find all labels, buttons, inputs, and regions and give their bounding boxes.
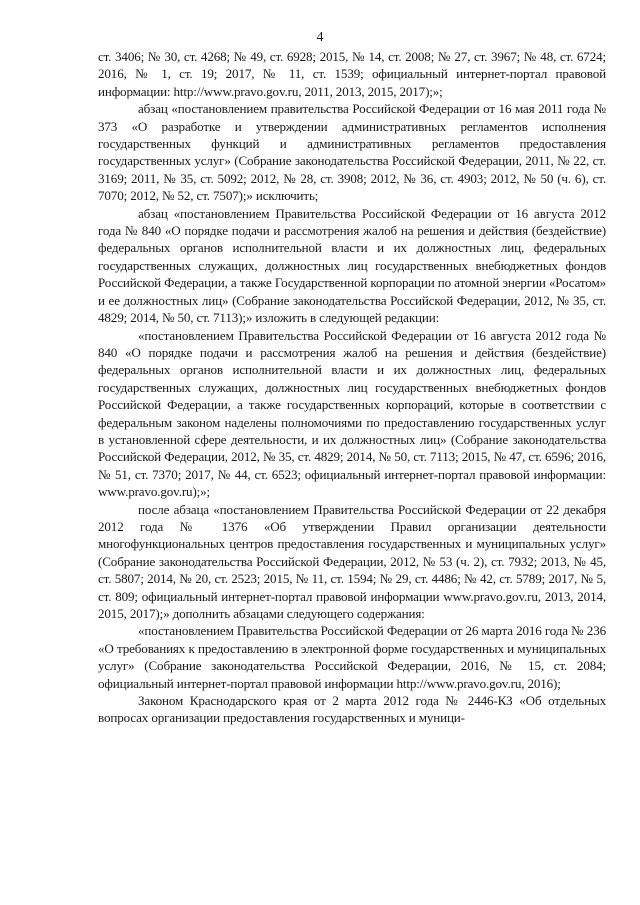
- paragraph-after-1376: после абзаца «постановлением Правительства Российской Федерации от 22 декабря 2012 года № 1376 «Об утверждении Правил организации деятельности многофункциональных центров предоставления государственных и муниципальных услуг» (Собрание законодательства Российской Федерации, 2012, № 53 (ч. 2), ст. 7932; 2013, № 45, ст. 5807; 2014, № 20, ст. 2523; 2015, № 11, ст. 1594; № 29, ст. 4486; № 42, ст. 5789; 2017, № 5, ст. 809; официальный интернет-портал правовой информации www.pravo.gov.ru, 2013, 2014, 2015, 2017);» дополнить абзацами следующего содержания:: [98, 501, 606, 621]
- paragraph-exclude-373: абзац «постановлением правительства Российской Федерации от 16 мая 2011 года № 373 «О разработке и утверждении административных регламентов исполнения государственных функций и административных регламентов предоставления государственных услуг» (Собрание законодательства Российской Федерации, 2011, № 22, ст. 3169; 2011, № 35, ст. 5092; 2012, № 28, ст. 3908; 2012, № 36, ст. 4903; 2012, № 50 (ч. 6), ст. 7070; 2012, № 52, ст. 7507);» исключить;: [98, 101, 606, 204]
- document-body: [98, 48, 606, 727]
- paragraph-amend-840: абзац «постановлением Правительства Российской Федерации от 16 августа 2012 года № 840 «О порядке подачи и рассмотрения жалоб на решения и действия (бездействие) федеральных органов исполнительной власти и их должностных лиц, федеральных государственных служащих, должностных лиц государственных внебюджетных фондов Российской Федерации, а также Государственной корпорации по атомной энергии «Росатом» и ее должностных лиц» (Собрание законодательства Российской Федерации, 2012, № 35, ст. 4829; 2014, № 50, ст. 7113);» изложить в следующей редакции:: [98, 205, 606, 326]
- page-number: 4: [316, 30, 324, 45]
- paragraph-continuation: ст. 3406; № 30, ст. 4268; № 49, ст. 6928; 2015, № 14, ст. 2008; № 27, ст. 3967; № 48, ст. 6724; 2016, № 1, ст. 19; 2017, № 11, ст. 1539; официальный интернет-портал правовой информации: http://www.pravo.gov.ru, 2011, 2013, 2015, 2017);»;: [98, 49, 606, 99]
- paragraph-law-2446: Законом Краснодарского края от 2 марта 2012 года № 2446-КЗ «Об отдельных вопросах организации предоставления государственных и муници-: [98, 693, 606, 726]
- paragraph-new-840: «постановлением Правительства Российской Федерации от 16 августа 2012 года № 840 «О порядке подачи и рассмотрения жалоб на решения и действия (бездействие) федеральных органов исполнительной власти и их должностных лиц, федеральных государственных служащих, должностных лиц государственных внебюджетных фондов Российской Федерации, а также государственных корпораций, которые в соответствии с федеральным законом наделены полномочиями по предоставлению государственных услуг в установленной сфере деятельности, и их должностных лиц» (Собрание законодательства Российской Федерации, 2012, № 35, ст. 4829; 2014, № 50, ст. 7113; 2015, № 47, ст. 6596; 2016, № 51, ст. 7370; 2017, № 44, ст. 6523; официальный интернет-портал правовой информации: www.pravo.gov.ru);»;: [98, 327, 606, 500]
- paragraph-add-236: «постановлением Правительства Российской Федерации от 26 марта 2016 года № 236 «О требованиях к предоставлению в электронной форме государственных и муниципальных услуг» (Собрание законодательства Российской Федерации, 2016, № 15, ст. 2084; официальный интернет-портал правовой информации http://www.pravo.gov.ru, 2016);: [98, 623, 606, 691]
